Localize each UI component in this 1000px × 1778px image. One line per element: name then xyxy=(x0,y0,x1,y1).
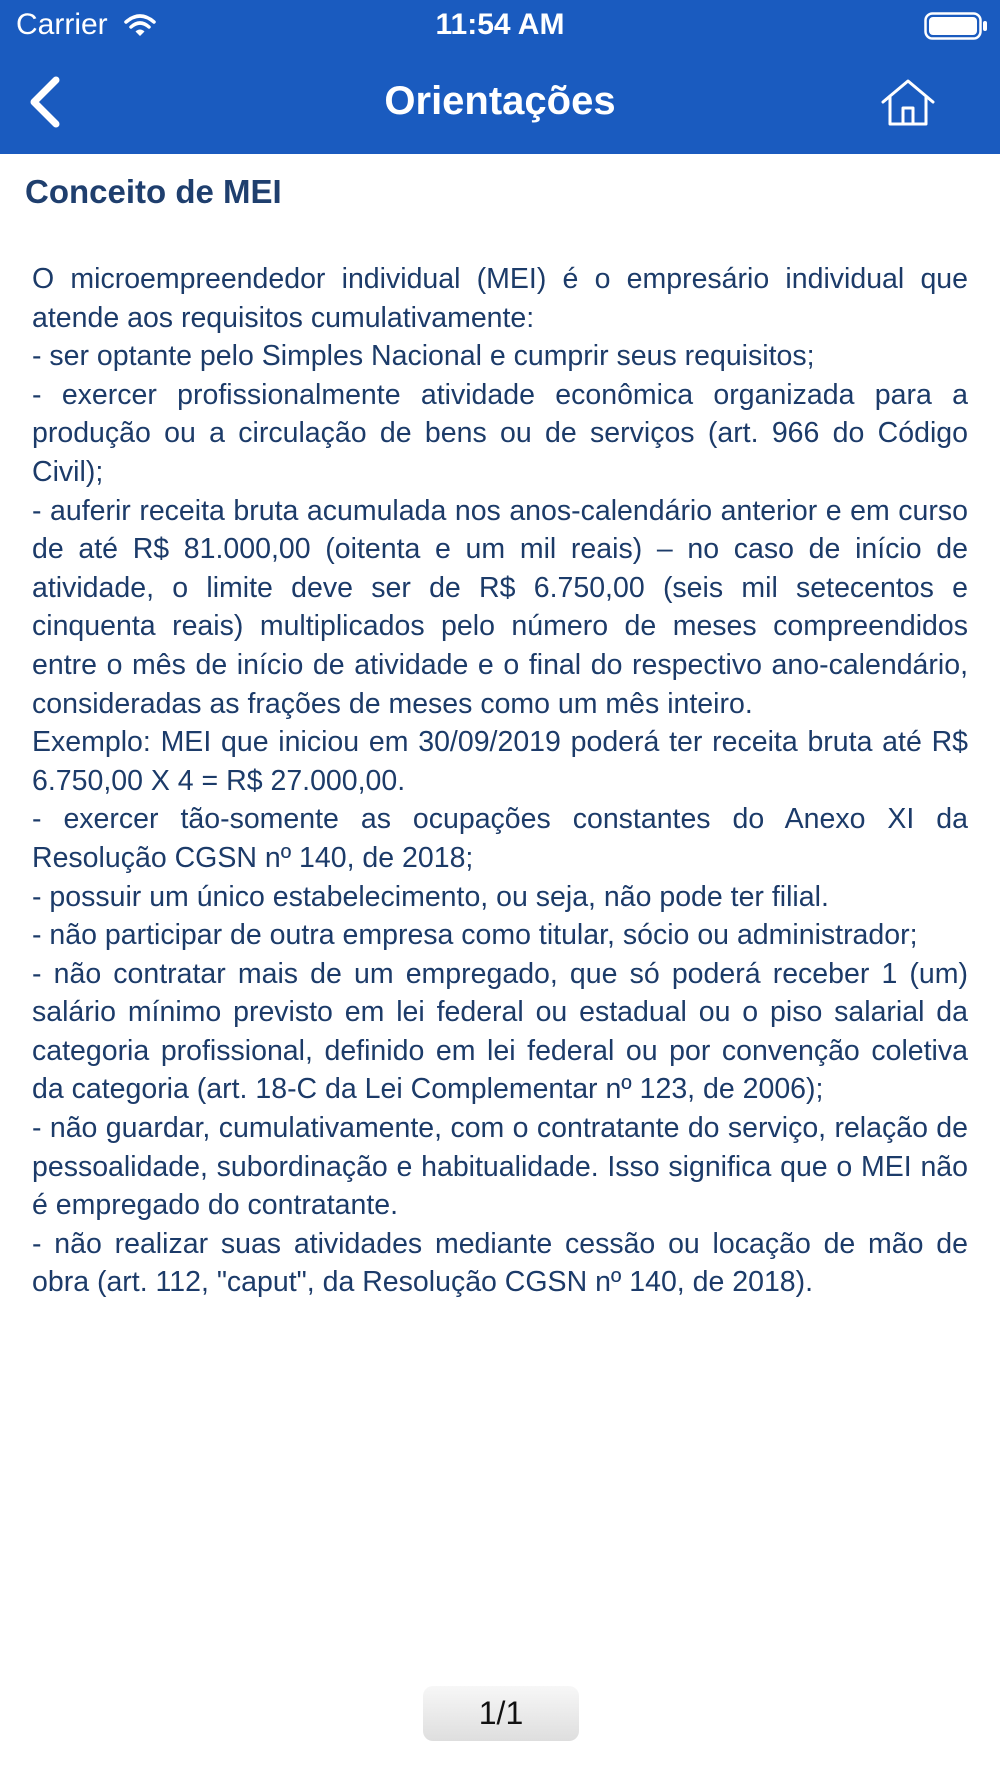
home-button[interactable] xyxy=(878,76,938,130)
section-title: Conceito de MEI xyxy=(25,173,282,210)
paragraph: O microempreendedor individual (MEI) é o empresário individual que atende aos requisitos cumulativamente: xyxy=(32,263,968,334)
status-bar xyxy=(0,0,1000,50)
paragraph: - exercer tão-somente as ocupações constantes do Anexo XI da Resolução CGSN nº 140, de 2018; xyxy=(32,803,968,874)
paragraph: - não guardar, cumulativamente, com o contratante do serviço, relação de pessoalidade, subordinação e habitualidade. Isso significa que o MEI não é empregado do contratante. xyxy=(32,1112,968,1222)
page-title: Orientações xyxy=(384,79,616,123)
paragraph: - não participar de outra empresa como titular, sócio ou administrador; xyxy=(32,919,918,952)
article-body xyxy=(32,260,968,1302)
app-header xyxy=(0,0,1000,154)
status-time: 11:54 AM xyxy=(435,8,565,41)
carrier-label: Carrier xyxy=(16,8,108,41)
paragraph: - ser optante pelo Simples Nacional e cumprir seus requisitos; xyxy=(32,340,815,373)
battery-full-icon xyxy=(924,12,988,40)
page-indicator: 1/1 xyxy=(423,1686,579,1741)
paragraph: - auferir receita bruta acumulada nos anos-calendário anterior e em curso de até R$ 81.000,00 (oitenta e um mil reais) – no caso de início de atividade, o limite deve ser de R$ 6.750,00 (seis mil setecentos e cinquenta reais) multiplicados pelo número de meses compreendidos entre o mês de início de atividade e o final do respectivo ano-calendário, consideradas as frações de meses como um mês inteiro. xyxy=(32,494,968,720)
home-icon xyxy=(878,76,938,130)
paragraph: - exercer profissionalmente atividade econômica organizada para a produção ou a circulação de bens ou de serviços (art. 966 do Código Civil); xyxy=(32,378,968,488)
paragraph: - não contratar mais de um empregado, que só poderá receber 1 (um) salário mínimo previsto em lei federal ou estadual ou o piso salarial da categoria profissional, definido em lei federal ou por convenção coletiva da categoria (art. 18-C da Lei Complementar nº 123, de 2006); xyxy=(32,957,968,1106)
paragraph: Exemplo: MEI que iniciou em 30/09/2019 poderá ter receita bruta até R$ 6.750,00 X 4 = R$ 27.000,00. xyxy=(32,726,968,797)
paragraph: - não realizar suas atividades mediante cessão ou locação de mão de obra (art. 112, "caput", da Resolução CGSN nº 140, de 2018). xyxy=(32,1227,968,1299)
paragraph: - possuir um único estabelecimento, ou seja, não pode ter filial. xyxy=(32,880,829,913)
navigation-bar xyxy=(0,50,1000,154)
